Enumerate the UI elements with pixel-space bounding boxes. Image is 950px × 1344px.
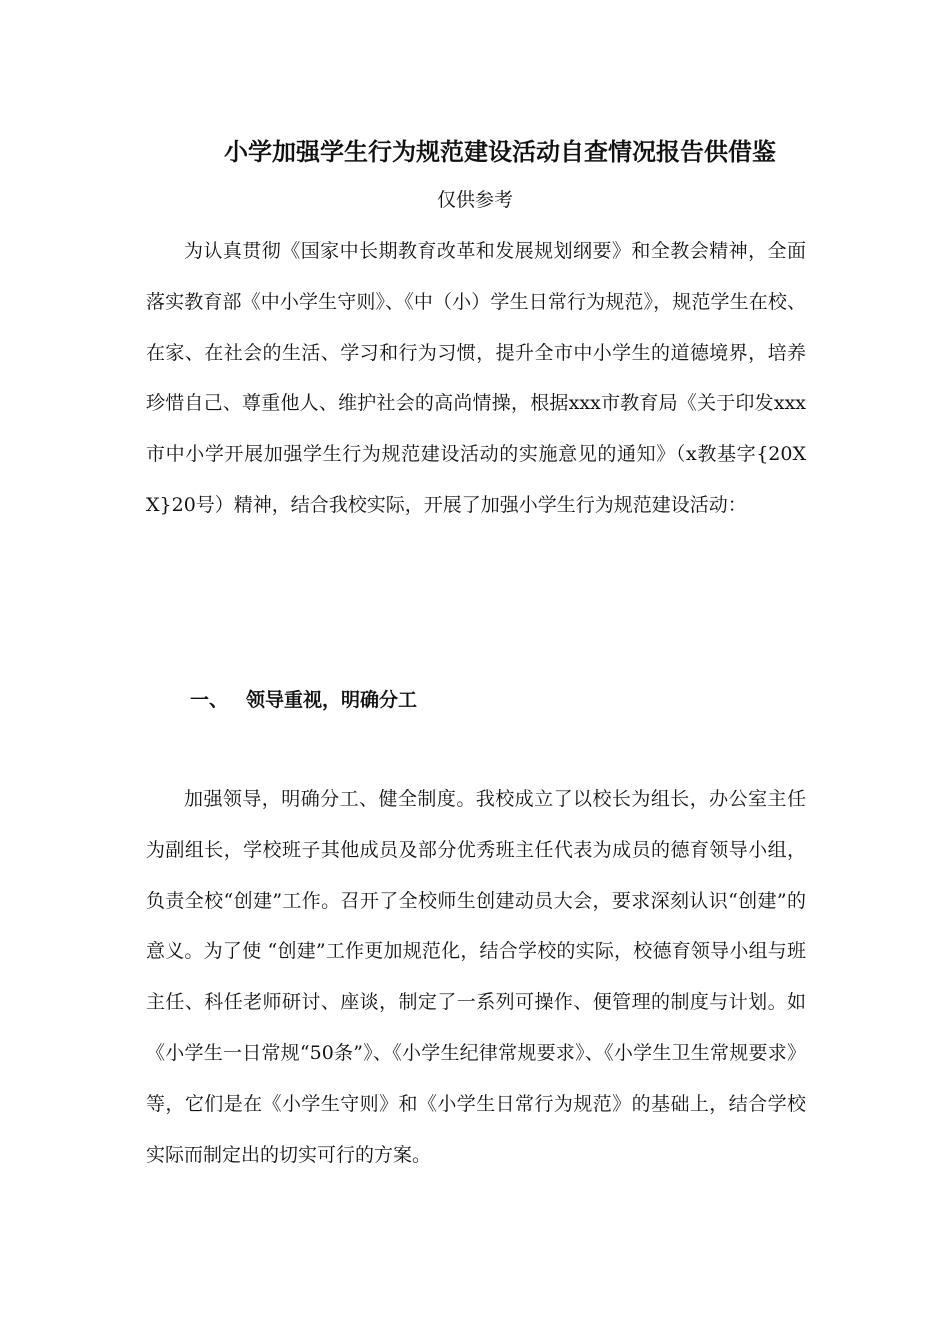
intro-paragraph: 为认真贯彻《国家中长期教育改革和发展规划纲要》和全教会精神，全面落实教育部《中小学生守则》、《中（小）学生日常行为规范》，规范学生在校、在家、在社会的生活、学习和行为习惯，提升全市中小学生的道德境界，培养珍惜自己、尊重他人、维护社会的高尚情操，根据xxx市教育局《关于印发xxx市中小学开展加强学生行为规范建设活动的实施意见的通知》（x教基字{20XX}20号）精神，结合我校实际，开展了加强小学生行为规范建设活动： — [146, 240, 806, 516]
section-number: 一、 — [190, 689, 229, 711]
section-paragraph: 加强领导，明确分工、健全制度。我校成立了以校长为组长，办公室主任为副组长，学校班子其他成员及部分优秀班主任代表为成员的德育领导小组，负责全校“创建”工作。召开了全校师生创建动员大会，要求深刻认识“创建”的意义。为了使 “创建”工作更加规范化，结合学校的实际，校德育领导小组与班主任、科任老师研讨、座谈，制定了一系列可操作、便管理的制度与计划。如《小学生一日常规“50条”》、《小学生纪律常规要求》、《小学生卫生常规要求》等，它们是在《小学生守则》和《小学生日常行为规范》的基础上，结合学校实际而制定出的切实可行的方案。 — [146, 788, 806, 1166]
document-subtitle: 仅供参考 — [436, 189, 513, 211]
document-title: 小学加强学生行为规范建设活动自查情况报告供借鉴 — [224, 137, 776, 166]
section-heading — [190, 682, 417, 718]
section-heading-text: 领导重视，明确分工 — [246, 689, 418, 711]
